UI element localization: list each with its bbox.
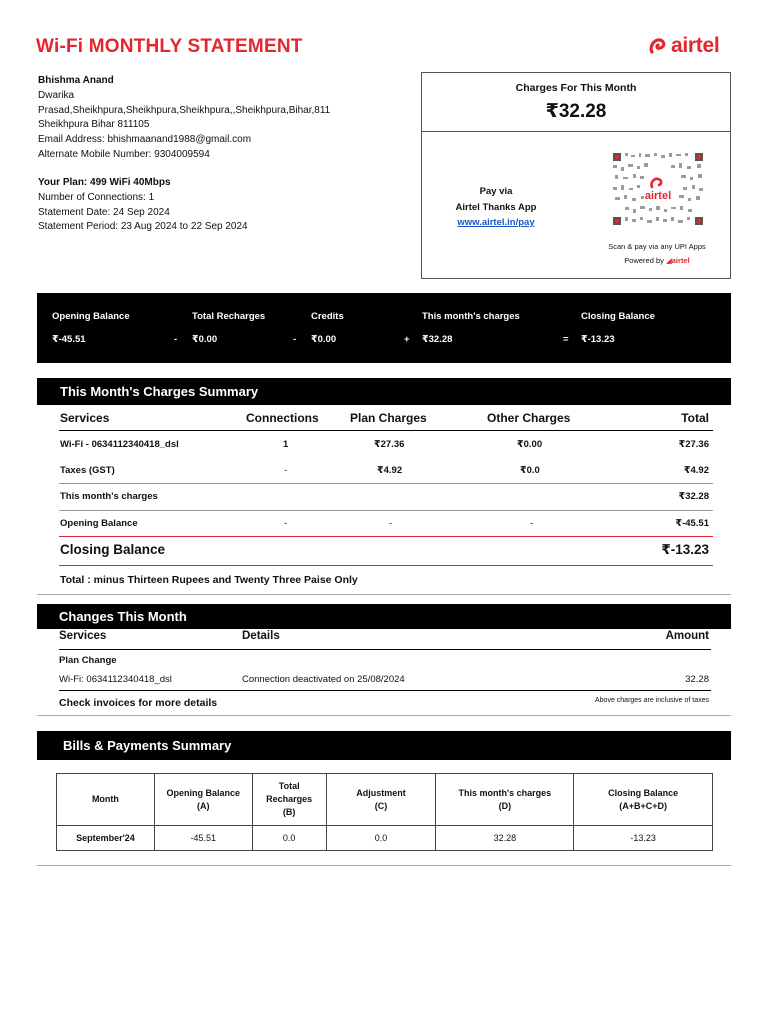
col-opening-balance: Opening Balance (A) bbox=[154, 774, 252, 826]
col-plan-charges: Plan Charges bbox=[350, 411, 427, 425]
col-total: Total bbox=[681, 411, 709, 425]
opening-balance-value: ₹-45.51 bbox=[52, 334, 86, 345]
section-divider bbox=[37, 594, 731, 595]
operator-plus: + bbox=[404, 334, 410, 345]
connections-count: Number of Connections: 1 bbox=[38, 191, 155, 203]
charges-label: Charges For This Month bbox=[515, 82, 637, 94]
col-services: Services bbox=[59, 630, 107, 642]
statement-title: Wi-Fi MONTHLY STATEMENT bbox=[36, 36, 303, 57]
row-other: ₹0.00 bbox=[517, 439, 543, 450]
row-total: ₹4.92 bbox=[683, 465, 709, 476]
col-connections: Connections bbox=[246, 411, 319, 425]
qr-brand-text: airtel bbox=[644, 190, 672, 202]
plan-details bbox=[38, 176, 248, 235]
row-plan: ₹27.36 bbox=[374, 439, 405, 450]
cell-month: September'24 bbox=[57, 826, 155, 851]
bills-header-row bbox=[57, 774, 713, 826]
change-row-amount: 32.28 bbox=[685, 674, 709, 685]
check-invoices-note: Check invoices for more details bbox=[59, 697, 218, 709]
closing-bottom-divider bbox=[59, 565, 713, 566]
scan-info bbox=[582, 240, 732, 268]
row-connections: - bbox=[284, 518, 288, 529]
statement-date: Statement Date: 24 Sep 2024 bbox=[38, 206, 170, 218]
address-line-2: Prasad,Sheikhpura,Sheikhpura,Sheikhpura,,Sheikhpura,Bihar,811 bbox=[38, 104, 331, 116]
cell-total-recharges: 0.0 bbox=[252, 826, 326, 851]
row-total: ₹27.36 bbox=[678, 439, 709, 450]
row-service: This month's charges bbox=[60, 491, 158, 502]
balance-summary-bar bbox=[37, 293, 731, 363]
col-amount: Amount bbox=[665, 630, 709, 642]
credits-label: Credits bbox=[311, 311, 344, 322]
opening-balance-label: Opening Balance bbox=[52, 311, 130, 322]
inclusive-taxes-note: Above charges are inclusive of taxes bbox=[594, 697, 709, 704]
row-divider bbox=[59, 510, 713, 511]
col-other-charges: Other Charges bbox=[487, 411, 571, 425]
row-service: Opening Balance bbox=[60, 518, 138, 529]
address-line-3: Sheikhpura Bihar 811105 bbox=[38, 119, 150, 131]
bills-heading: Bills & Payments Summary bbox=[37, 731, 731, 760]
row-total: ₹32.28 bbox=[678, 491, 709, 502]
charges-summary-heading: This Month's Charges Summary bbox=[37, 378, 731, 405]
cell-month-charges: 32.28 bbox=[436, 826, 574, 851]
upi-qr-code[interactable] bbox=[609, 149, 707, 229]
row-connections: - bbox=[284, 465, 288, 476]
closing-top-divider bbox=[59, 536, 713, 537]
customer-name: Bhishma Anand bbox=[38, 75, 114, 86]
col-month-charges: This month's charges (D) bbox=[436, 774, 574, 826]
col-month: Month bbox=[57, 774, 155, 826]
changes-header-divider bbox=[59, 649, 711, 650]
header-divider bbox=[59, 430, 713, 431]
changes-heading: Changes This Month bbox=[37, 604, 731, 629]
total-recharges-label: Total Recharges bbox=[192, 311, 266, 322]
section-divider bbox=[37, 715, 731, 716]
closing-balance-label: Closing Balance bbox=[581, 311, 655, 322]
pay-via-label: Pay via bbox=[479, 186, 513, 197]
airtel-logo bbox=[648, 34, 719, 58]
cell-closing-balance: -13.23 bbox=[574, 826, 713, 851]
section-divider bbox=[37, 865, 731, 866]
row-service: Taxes (GST) bbox=[60, 465, 115, 476]
row-service: Wi-Fi - 0634112340418_dsl bbox=[60, 439, 179, 450]
row-total: ₹-45.51 bbox=[675, 518, 709, 529]
customer-details bbox=[38, 74, 340, 163]
cell-opening-balance: -45.51 bbox=[154, 826, 252, 851]
cell-adjustment: 0.0 bbox=[326, 826, 436, 851]
charges-header bbox=[422, 73, 730, 132]
row-connections: 1 bbox=[283, 439, 289, 450]
address-line-1: Dwarika bbox=[38, 89, 75, 101]
col-total-recharges: Total Recharges (B) bbox=[252, 774, 326, 826]
change-row-details: Connection deactivated on 25/08/2024 bbox=[242, 674, 405, 685]
row-other: ₹0.0 bbox=[520, 465, 540, 476]
closing-balance-value: ₹-13.23 bbox=[581, 334, 615, 345]
table-row bbox=[57, 826, 713, 851]
col-details: Details bbox=[242, 630, 280, 642]
charges-amount: ₹32.28 bbox=[545, 101, 607, 122]
total-in-words: Total : minus Thirteen Rupees and Twenty Three Paise Only bbox=[60, 574, 358, 586]
pay-via-block bbox=[444, 184, 548, 231]
operator-equals: = bbox=[563, 334, 569, 345]
change-row-service: Wi-Fi: 0634112340418_dsl bbox=[59, 674, 172, 685]
powered-by-brand: ◢airtel bbox=[665, 256, 690, 265]
row-divider bbox=[59, 483, 713, 484]
operator-minus-2: - bbox=[293, 334, 297, 345]
customer-alt-mobile: Alternate Mobile Number: 9304009594 bbox=[38, 148, 210, 160]
scan-text: Scan & pay via any UPI Apps bbox=[608, 242, 706, 251]
airtel-swirl-icon bbox=[648, 36, 668, 56]
statement-period: Statement Period: 23 Aug 2024 to 22 Sep 2024 bbox=[38, 221, 248, 233]
pay-app-name: Airtel Thanks App bbox=[455, 201, 537, 213]
col-services: Services bbox=[60, 411, 110, 425]
row-other: - bbox=[530, 518, 534, 529]
charges-for-month-box bbox=[421, 72, 731, 279]
month-charges-value: ₹32.28 bbox=[422, 334, 453, 345]
customer-email: Email Address: bhishmaanand1988@gmail.com bbox=[38, 134, 252, 146]
closing-balance-value: ₹-13.23 bbox=[661, 542, 709, 557]
col-adjustment: Adjustment (C) bbox=[326, 774, 436, 826]
pay-link[interactable]: www.airtel.in/pay bbox=[457, 217, 535, 228]
operator-minus-1: - bbox=[174, 334, 178, 345]
col-closing-balance: Closing Balance (A+B+C+D) bbox=[574, 774, 713, 826]
plan-change-label: Plan Change bbox=[59, 655, 117, 666]
plan-name: Your Plan: 499 WiFi 40Mbps bbox=[38, 177, 171, 188]
airtel-logo-text: airtel bbox=[671, 34, 720, 57]
row-plan: - bbox=[389, 518, 393, 529]
powered-by-line bbox=[582, 254, 732, 268]
changes-row-divider bbox=[59, 690, 711, 691]
month-charges-label: This month's charges bbox=[422, 311, 520, 322]
credits-value: ₹0.00 bbox=[311, 334, 337, 345]
total-recharges-value: ₹0.00 bbox=[192, 334, 218, 345]
bills-summary-table bbox=[56, 773, 713, 851]
row-plan: ₹4.92 bbox=[377, 465, 403, 476]
closing-balance-label: Closing Balance bbox=[60, 542, 166, 557]
powered-by-label: Powered by bbox=[624, 256, 664, 265]
